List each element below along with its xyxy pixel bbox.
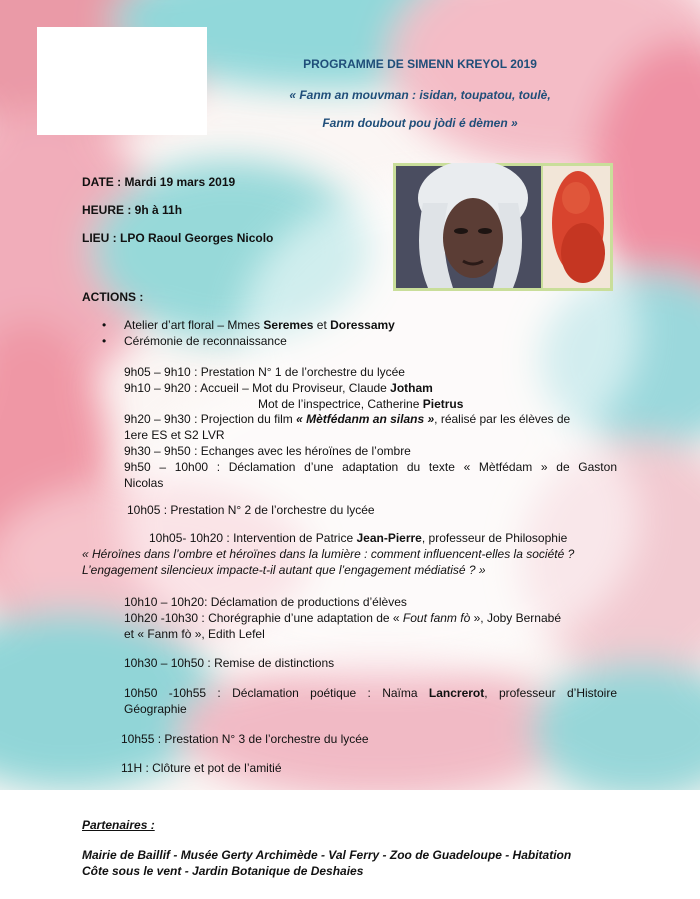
bullet-dot: • [102, 318, 107, 332]
schedule-line: 9h30 – 9h50 : Echanges avec les héroïnes de l’ombre [124, 444, 411, 458]
action-item-floral: Atelier d’art floral – Mmes Seremes et Doressamy [124, 318, 395, 332]
schedule-line: 10h05 : Prestation N° 2 de l’orchestre du lycée [127, 503, 375, 517]
conference-question-1: « Héroïnes dans l’ombre et héroïnes dans la lumière : comment influencent-elles la société ? [82, 547, 575, 561]
theme-line-1: « Fanm an mouvman : isidan, toupatou, toulè, [289, 88, 551, 102]
schedule-line: Géographie [124, 702, 187, 716]
event-date: DATE : Mardi 19 mars 2019 [82, 175, 236, 189]
partners-heading: Partenaires : [82, 818, 155, 832]
schedule-line: 9h10 – 9h20 : Accueil – Mot du Proviseur, Claude Jotham [124, 381, 433, 395]
schedule-line: 10h20 -10h30 : Chorégraphie d’une adaptation de « Fout fanm fò », Joby Bernabé [124, 611, 561, 625]
schedule-line: 10h55 : Prestation N° 3 de l’orchestre du lycée [121, 732, 369, 746]
schedule-line: 1ere ES et S2 LVR [124, 428, 225, 442]
schedule-line: Mot de l’inspectrice, Catherine Pietrus [258, 397, 464, 411]
schedule-line: Nicolas [124, 476, 164, 490]
schedule-line: et « Fanm fò », Edith Lefel [124, 627, 265, 641]
schedule-line: 9h20 – 9h30 : Projection du film « Mètfédanm an silans », réalisé par les élèves de [124, 412, 571, 426]
schedule-line: 10h05- 10h20 : Intervention de Patrice Jean-Pierre, professeur de Philosophie [149, 531, 568, 545]
schedule-line: 9h50 – 10h00 : Déclamation d’une adaptation du texte « Mètfédam » de Gaston [124, 460, 617, 474]
partners-line-2: Côte sous le vent - Jardin Botanique de Deshaies [82, 864, 364, 878]
theme-line-2: Fanm doubout pou jòdi é dèmen » [322, 116, 518, 130]
logo-placeholder [37, 27, 207, 135]
schedule-line: 10h30 – 10h50 : Remise de distinctions [124, 656, 335, 670]
schedule-line: 9h05 – 9h10 : Prestation N° 1 de l’orchestre du lycée [124, 365, 405, 379]
partners-line-1: Mairie de Baillif - Musée Gerty Archimède - Val Ferry - Zoo de Guadeloupe - Habitation [82, 848, 572, 862]
bullet-dot: • [102, 334, 107, 348]
action-item-ceremony: Cérémonie de reconnaissance [124, 334, 287, 348]
portrait-image [393, 163, 613, 291]
actions-heading: ACTIONS : [82, 290, 144, 304]
conference-question-2: L’engagement silencieux impacte-t-il autant que l’engagement médiatisé ? » [82, 563, 486, 577]
event-place: LIEU : LPO Raoul Georges Nicolo [82, 231, 274, 245]
schedule-line: 10h50 -10h55 : Déclamation poétique : Naïma Lancrerot, professeur d’Histoire [124, 686, 617, 700]
schedule-line: 10h10 – 10h20: Déclamation de productions d’élèves [124, 595, 407, 609]
event-time: HEURE : 9h à 11h [82, 203, 183, 217]
schedule-line: 11H : Clôture et pot de l’amitié [121, 761, 282, 775]
page-title: PROGRAMME DE SIMENN KREYOL 2019 [303, 57, 537, 71]
